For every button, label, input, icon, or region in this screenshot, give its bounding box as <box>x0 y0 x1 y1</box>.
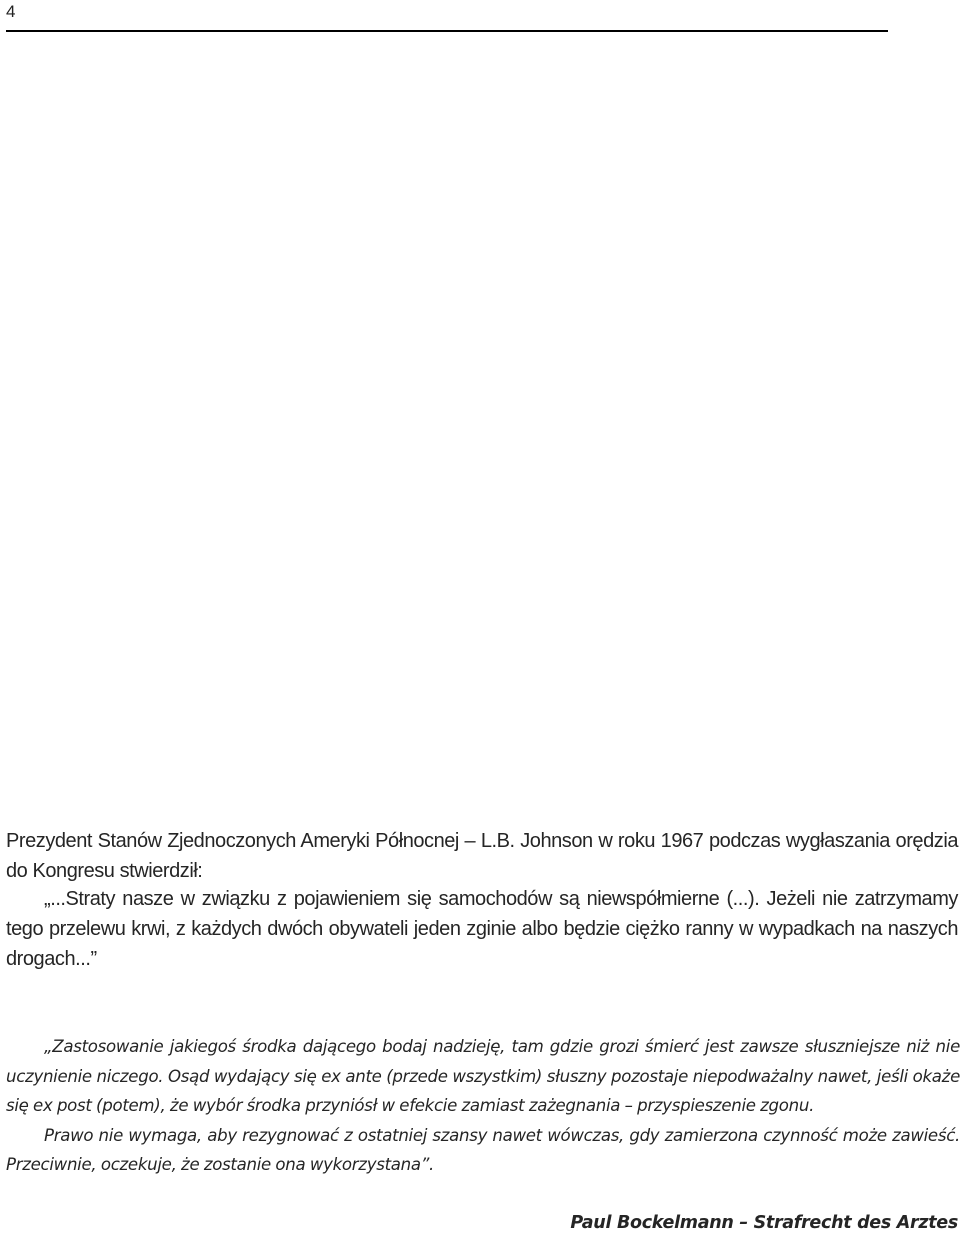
page-number: 4 <box>6 2 16 21</box>
intro-paragraph <box>6 826 958 886</box>
bockelmann-quote-paragraph-1: „Zastosowanie jakiegoś środka dającego bodaj nadzieję, tam gdzie grozi śmierć jest zawsze słuszniejsze niż nie uczynienie niczego. Osąd wydający się ex ante (przede wszystkim) słuszny pozostaje niepodważalny nawet, jeśli okaże się ex post (potem), że wybór środka przyniósł w efekcie zamiast zażegnania – przyspieszenie zgonu. <box>6 1037 960 1115</box>
intro-text: Prezydent Stanów Zjednoczonych Ameryki Północnej – L.B. Johnson w roku 1967 podczas wygłaszania orędzia do Kongresu stwierdził: <box>6 830 958 882</box>
johnson-quote <box>6 884 958 974</box>
bockelmann-quote-paragraph-2: Prawo nie wymaga, aby rezygnować z ostatniej szansy nawet wówczas, gdy zamierzona czynność może zawieść. Przeciwnie, oczekuje, że zostanie ona wykorzystana”. <box>6 1125 960 1174</box>
quote-attribution: Paul Bockelmann – Strafrecht des Arztes <box>570 1213 958 1233</box>
bockelmann-quote <box>6 1032 960 1180</box>
header-rule <box>6 30 888 32</box>
johnson-quote-text: „...Straty nasze w związku z pojawieniem się samochodów są niewspółmierne (...). Jeżeli nie zatrzymamy tego przelewu krwi, z każdych dwóch obywateli jeden zginie albo będzie ciężko ranny w wypadkach na naszych drogach...” <box>6 888 958 970</box>
